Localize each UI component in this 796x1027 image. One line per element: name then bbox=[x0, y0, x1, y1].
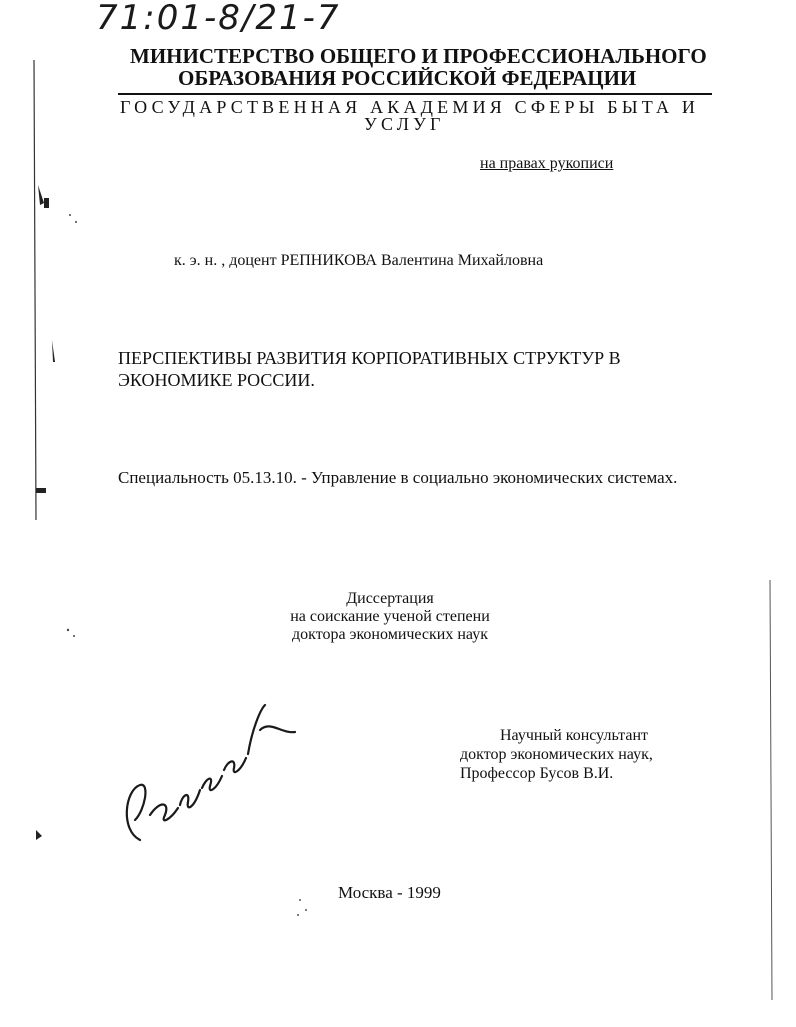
dissertation-title-line-2: ЭКОНОМИКЕ РОССИИ. bbox=[118, 370, 315, 390]
consultant-degree: доктор экономических наук, bbox=[460, 746, 653, 763]
manuscript-note: на правах рукописи bbox=[480, 155, 614, 172]
scan-dot bbox=[69, 214, 71, 216]
right-edge-line bbox=[770, 580, 772, 1000]
signature-stroke bbox=[127, 705, 295, 840]
degree-purpose: на соискание ученой степени bbox=[290, 608, 490, 625]
author-line: к. э. н. , доцент РЕПНИКОВА Валентина Михайловна bbox=[174, 252, 544, 269]
archive-number: 71:01-8/21-7 bbox=[96, 0, 341, 38]
dissertation-label: Диссертация bbox=[346, 590, 434, 607]
scan-dot bbox=[67, 629, 69, 631]
scan-dot bbox=[299, 899, 301, 901]
scan-speck bbox=[36, 488, 46, 493]
scan-dot bbox=[297, 914, 299, 916]
consultant-label: Научный консультант bbox=[500, 727, 648, 744]
ministry-line-2: ОБРАЗОВАНИЯ РОССИЙСКОЙ ФЕДЕРАЦИИ bbox=[178, 66, 637, 90]
consultant-name: Профессор Бусов В.И. bbox=[460, 765, 614, 782]
ministry-line-1: МИНИСТЕРСТВО ОБЩЕГО И ПРОФЕССИОНАЛЬНОГО bbox=[130, 44, 707, 68]
academy-line-2: УСЛУГ bbox=[364, 114, 445, 134]
header-divider bbox=[118, 93, 712, 95]
scan-speck bbox=[52, 340, 55, 362]
specialty-line: Специальность 05.13.10. - Управление в социально экономических системах. bbox=[118, 468, 678, 487]
scan-dot bbox=[305, 909, 307, 911]
scan-dot bbox=[73, 635, 75, 637]
signature bbox=[110, 690, 300, 860]
city-year: Москва - 1999 bbox=[338, 883, 441, 902]
scan-speck bbox=[38, 185, 44, 205]
degree-name: доктора экономических наук bbox=[292, 626, 488, 643]
scan-speck bbox=[44, 198, 49, 208]
scan-speck bbox=[36, 830, 42, 840]
dissertation-title-line-1: ПЕРСПЕКТИВЫ РАЗВИТИЯ КОРПОРАТИВНЫХ СТРУКТУР В bbox=[118, 348, 621, 368]
scan-dot bbox=[75, 221, 77, 223]
academy-line-1: ГОСУДАРСТВЕННАЯ АКАДЕМИЯ СФЕРЫ БЫТА И bbox=[120, 97, 700, 117]
binding-edge-line bbox=[34, 60, 36, 520]
